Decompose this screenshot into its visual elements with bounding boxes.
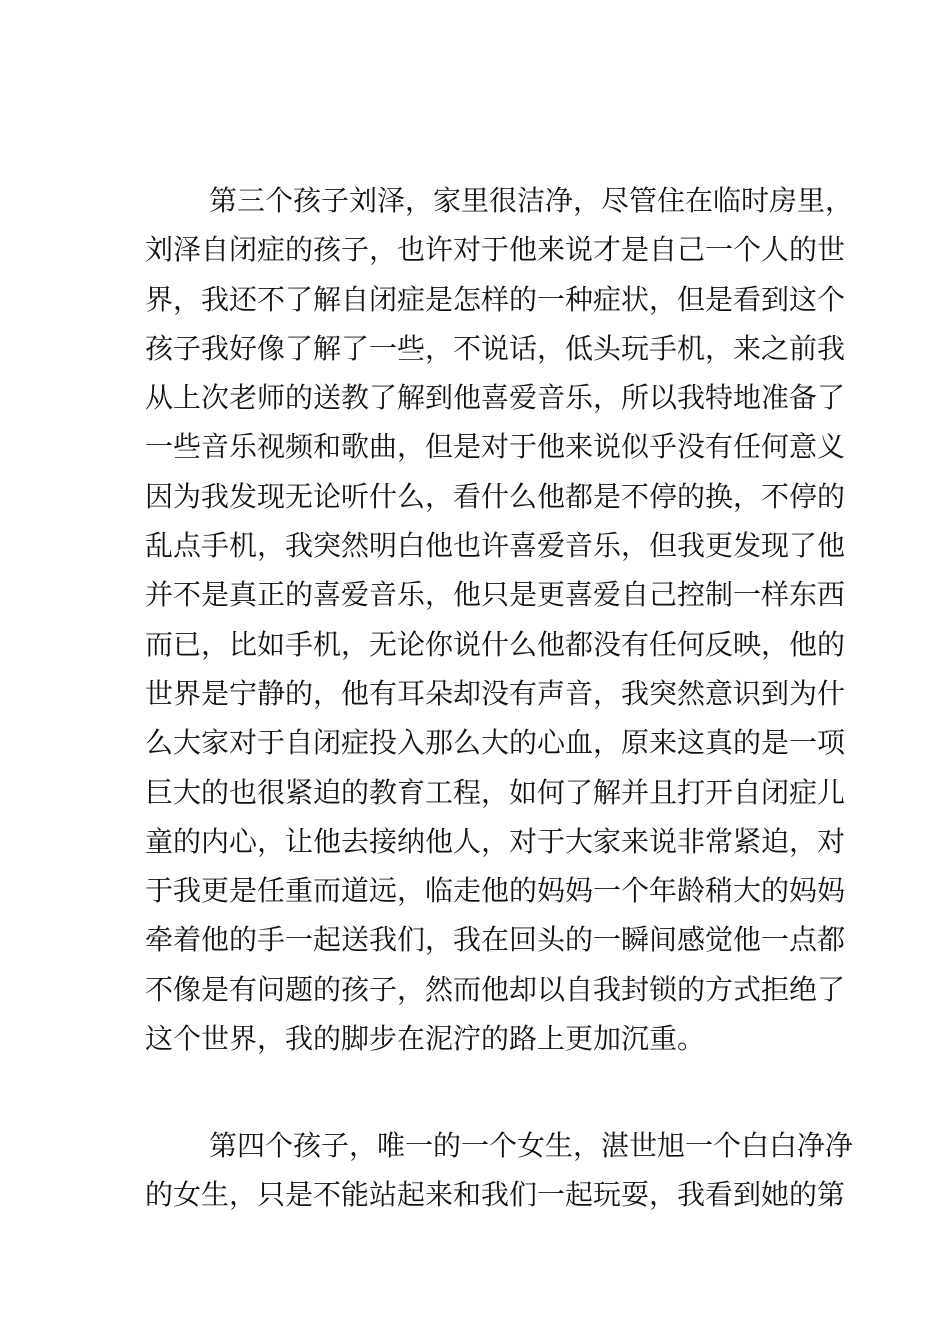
- paragraph-third-child: [145, 176, 854, 1063]
- paragraph-line: 一些音乐视频和歌曲，但是对于他来说似乎没有任何意义: [145, 430, 846, 464]
- paragraph-line: 么大家对于自闭症投入那么大的心血，原来这真的是一项: [145, 726, 846, 760]
- paragraph-line: 因为我发现无论听什么，看什么他都是不停的换，不停的: [145, 479, 846, 513]
- paragraph-line: 巨大的也很紧迫的教育工程，如何了解并且打开自闭症儿: [145, 775, 846, 809]
- paragraph-line: 第三个孩子刘泽，家里很洁净，尽管住在临时房里，: [209, 184, 854, 217]
- paragraph-line: 乱点手机，我突然明白他也许喜爱音乐，但我更发现了他: [145, 529, 846, 563]
- paragraph-line: 并不是真正的喜爱音乐，他只是更喜爱自己控制一样东西: [145, 578, 846, 612]
- paragraph-line: 从上次老师的送教了解到他喜爱音乐，所以我特地准备了: [145, 381, 846, 415]
- paragraph-line: 不像是有问题的孩子，然而他却以自我封锁的方式拒绝了: [145, 972, 846, 1006]
- paragraph-line: 世界是宁静的，他有耳朵却没有声音，我突然意识到为什: [145, 676, 846, 710]
- paragraph-line: 的女生，只是不能站起来和我们一起玩耍，我看到她的第: [145, 1178, 846, 1212]
- paragraph-line: 而已，比如手机，无论你说什么他都没有任何反映，他的: [145, 627, 846, 661]
- paragraph-fourth-child: [145, 1121, 854, 1220]
- paragraph-line: 第四个孩子，唯一的一个女生，湛世旭一个白白净净: [209, 1129, 854, 1162]
- paragraph-line: 牵着他的手一起送我们，我在回头的一瞬间感觉他一点都: [145, 923, 846, 957]
- paragraph-line: 这个世界，我的脚步在泥泞的路上更加沉重。: [145, 1022, 706, 1056]
- paragraph-line: 界，我还不了解自闭症是怎样的一种症状，但是看到这个: [145, 282, 846, 316]
- paragraph-line: 童的内心，让他去接纳他人，对于大家来说非常紧迫，对: [145, 824, 846, 858]
- paragraph-line: 于我更是任重而道远，临走他的妈妈一个年龄稍大的妈妈: [145, 874, 846, 908]
- paragraph-line: 孩子我好像了解了一些，不说话，低头玩手机，来之前我: [145, 331, 846, 365]
- paragraph-line: 刘泽自闭症的孩子，也许对于他来说才是自己一个人的世: [145, 233, 846, 267]
